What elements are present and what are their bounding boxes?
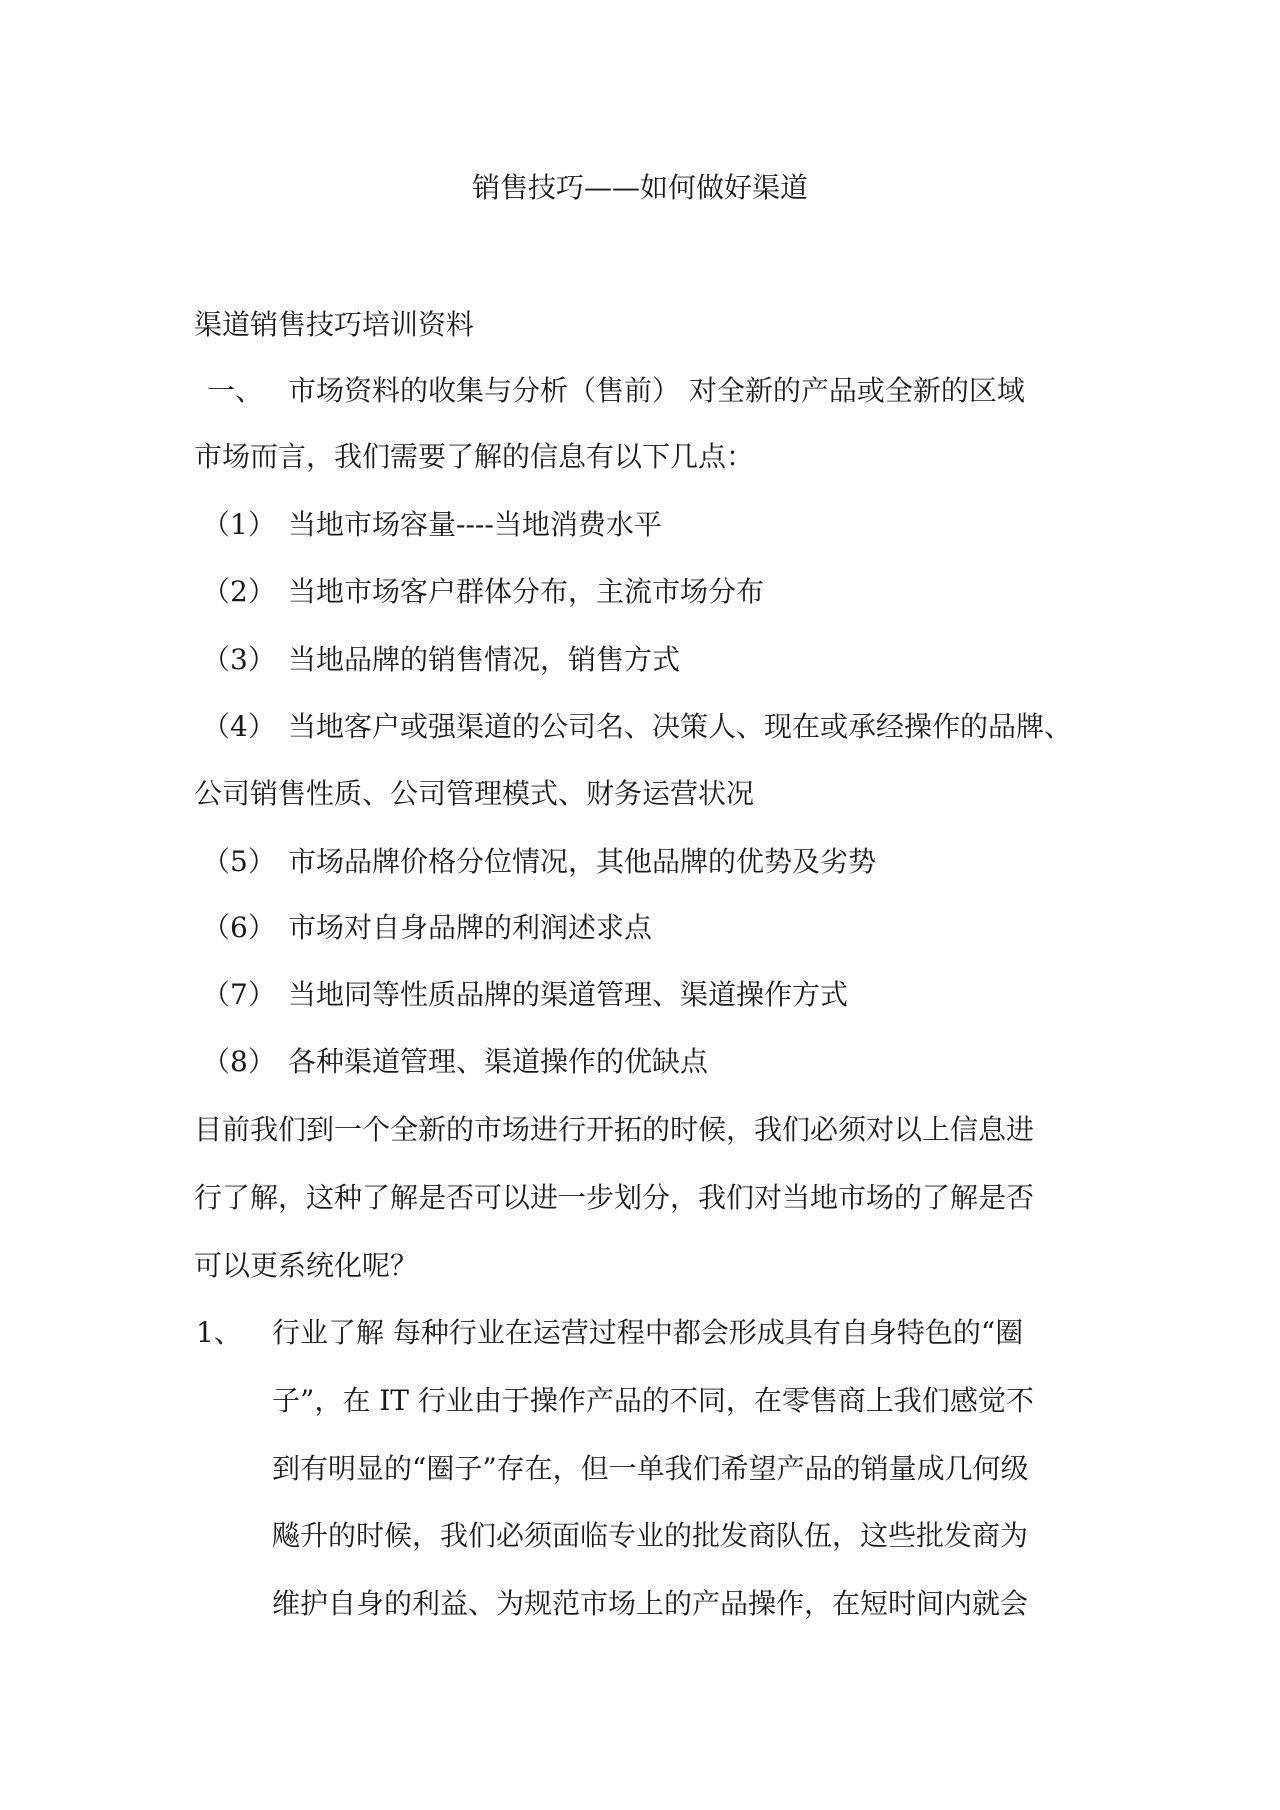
list-item-marker: （2） — [202, 575, 276, 608]
list-item-marker: （4） — [202, 710, 276, 743]
document-subtitle: 渠道销售技巧培训资料 — [194, 308, 475, 341]
section-heading-line-1: 市场资料的收集与分析（售前） 对全新的产品或全新的区域 — [288, 374, 1025, 407]
list-item-marker: （6） — [202, 911, 276, 944]
numbered-line: 到有明显的“圈子”存在，但一单我们希望产品的销量成几何级 — [272, 1452, 1029, 1485]
list-item-marker: （1） — [202, 508, 276, 541]
list-item: 市场品牌价格分位情况，其他品牌的优势及劣势 — [288, 845, 877, 878]
list-item: 当地同等性质品牌的渠道管理、渠道操作方式 — [288, 978, 849, 1011]
list-item-continuation: 公司销售性质、公司管理模式、财务运营状况 — [194, 777, 755, 810]
numbered-line: 维护自身的利益、为规范市场上的产品操作，在短时间内就会 — [272, 1587, 1029, 1620]
numbered-line: 行业了解 每种行业在运营过程中都会形成具有自身特色的“圈 — [272, 1316, 1024, 1349]
numbered-line: 飚升的时候，我们必须面临专业的批发商队伍，这些批发商为 — [272, 1519, 1029, 1552]
list-item: 各种渠道管理、渠道操作的优缺点 — [288, 1045, 709, 1078]
list-item: 当地客户或强渠道的公司名、决策人、现在或承经操作的品牌、 — [288, 710, 1073, 743]
list-item-marker: （3） — [202, 643, 276, 676]
list-item-marker: （7） — [202, 978, 276, 1011]
list-item: 当地市场客户群体分布，主流市场分布 — [288, 575, 765, 608]
list-item-marker: （5） — [202, 845, 276, 878]
list-item: 市场对自身品牌的利润述求点 — [288, 911, 653, 944]
paragraph-line: 目前我们到一个全新的市场进行开拓的时候，我们必须对以上信息进 — [194, 1113, 1035, 1146]
section-heading-line-2: 市场而言，我们需要了解的信息有以下几点： — [194, 440, 755, 473]
list-item-marker: （8） — [202, 1045, 276, 1078]
list-item: 当地品牌的销售情况，销售方式 — [288, 643, 681, 676]
document-title: 销售技巧——如何做好渠道 — [471, 171, 808, 204]
numbered-marker: 1、 — [196, 1316, 242, 1349]
section-marker: 一、 — [207, 374, 264, 407]
numbered-line: 子”，在 IT 行业由于操作产品的不同，在零售商上我们感觉不 — [272, 1384, 1034, 1417]
paragraph-line: 行了解，这种了解是否可以进一步划分，我们对当地市场的了解是否 — [194, 1181, 1035, 1214]
list-item: 当地市场容量----当地消费水平 — [288, 508, 662, 541]
paragraph-line: 可以更系统化呢？ — [194, 1249, 419, 1282]
